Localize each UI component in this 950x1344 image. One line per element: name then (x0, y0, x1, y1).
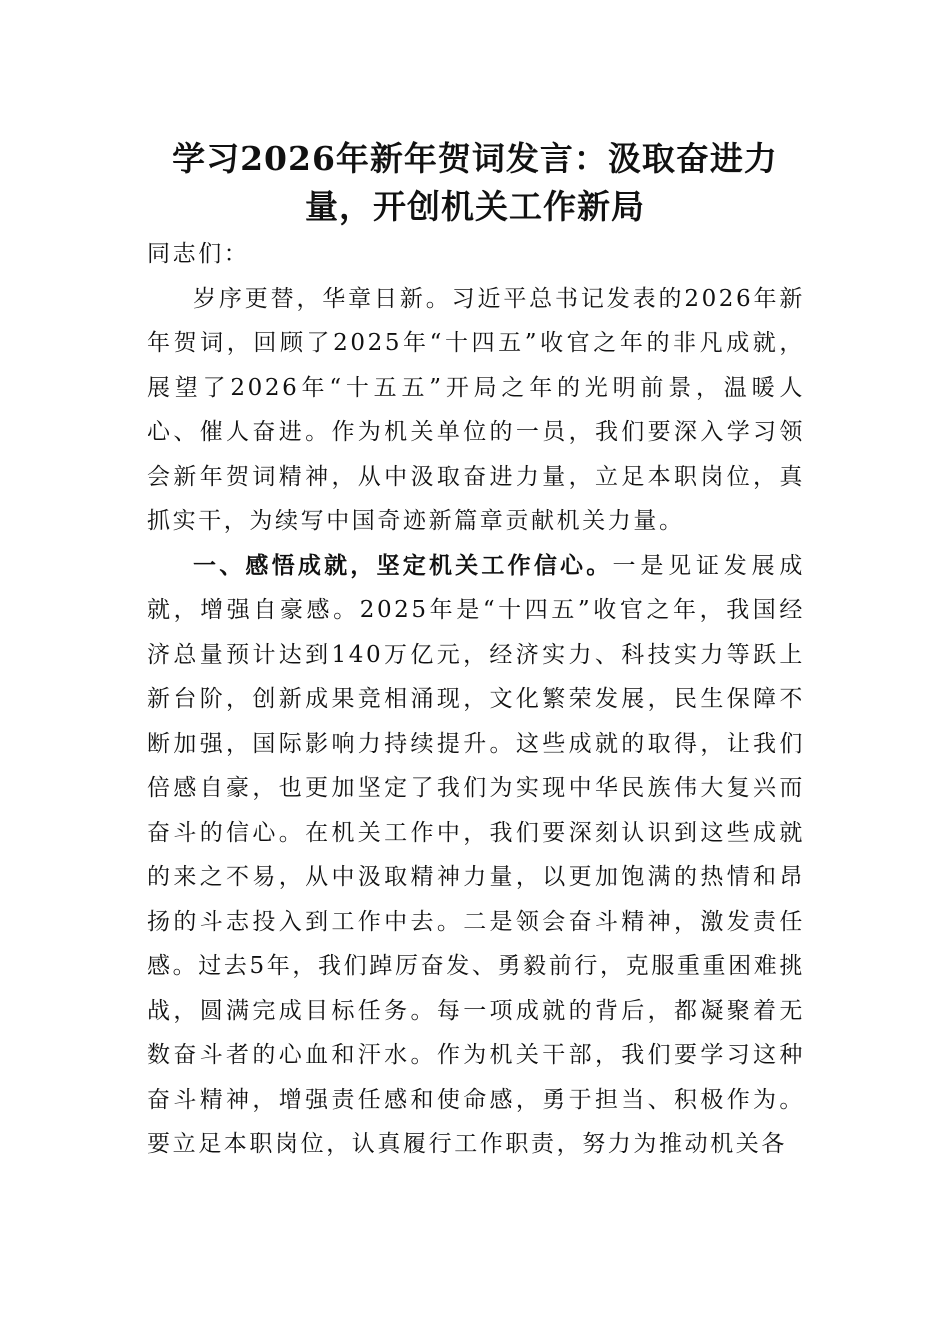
section-1-body: 一是见证发展成就，增强自豪感。2025年是“十四五”收官之年，我国经济总量预计达到140万亿元，经济实力、科技实力等跃上新台阶，创新成果竞相涌现，文化繁荣发展，民生保障不断加强，国际影响力持续提升。这些成就的取得，让我们倍感自豪，也更加坚定了我们为实现中华民族伟大复兴而奋斗的信心。在机关工作中，我们要深刻认识到这些成就的来之不易，从中汲取精神力量，以更加饱满的热情和昂扬的斗志投入到工作中去。二是领会奋斗精神，激发责任感。过去5年，我们踔厉奋发、勇毅前行，克服重重困难挑战，圆满完成目标任务。每一项成就的背后，都凝聚着无数奋斗者的心血和汗水。作为机关干部，我们要学习这种奋斗精神，增强责任感和使命感，勇于担当、积极作为。要立足本职岗位，认真履行工作职责，努力为推动机关各 (147, 552, 806, 1157)
salutation: 同志们： (147, 241, 250, 267)
section-1-heading: 一、感悟成就，坚定机关工作信心。 (193, 552, 613, 579)
document-title: 学习2026年新年贺词发言：汲取奋进力量，开创机关工作新局 (172, 139, 778, 227)
paragraph-intro: 岁序更替，华章日新。习近平总书记发表的2026年新年贺词，回顾了2025年“十四五”收官之年的非凡成就，展望了2026年“十五五”开局之年的光明前景，温暖人心、催人奋进。作为机关单位的一员，我们要深入学习领会新年贺词精神，从中汲取奋进力量，立足本职岗位，真抓实干，为续写中国奇迹新篇章贡献机关力量。 (147, 285, 805, 534)
document-body (147, 232, 805, 1167)
paragraph-section-1 (147, 544, 805, 1167)
